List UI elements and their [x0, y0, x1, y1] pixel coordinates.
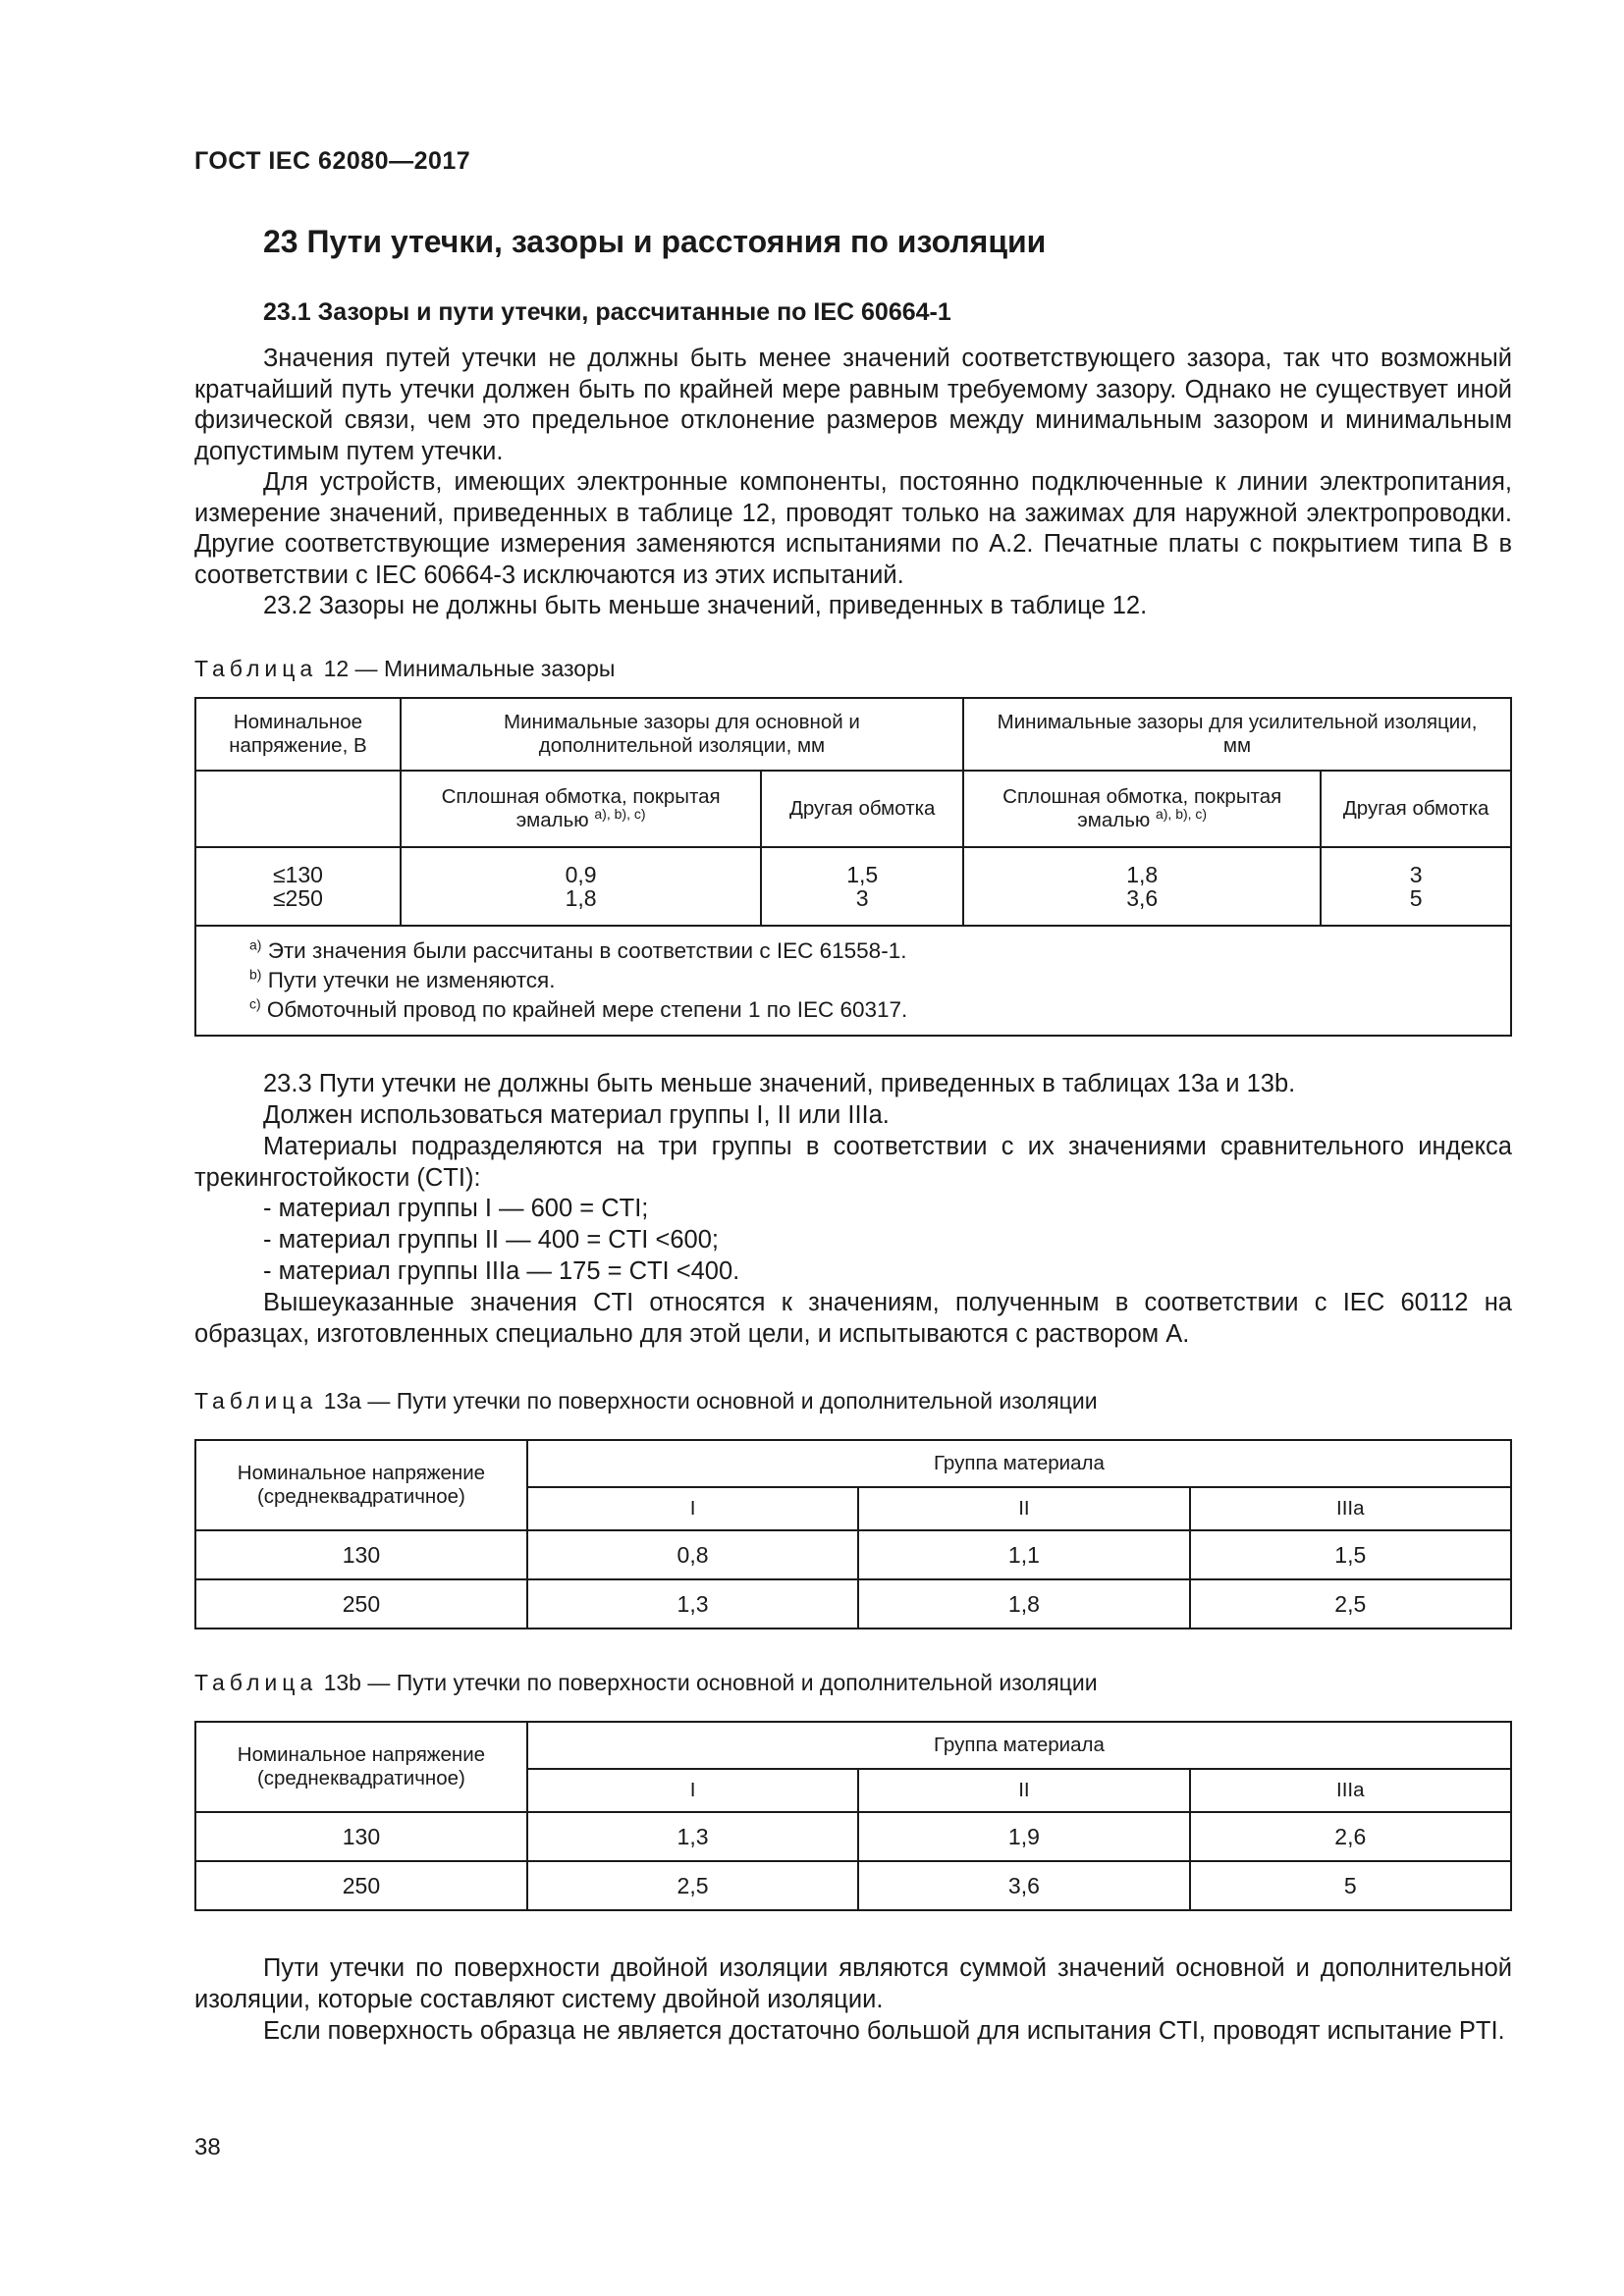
- table13b-group-1: I: [527, 1769, 858, 1812]
- table13a-row2-group2: 1,8: [858, 1579, 1189, 1629]
- table12-subheader-basic-enamel: [401, 771, 761, 847]
- table12-subheader-basic-enamel-text: Сплошная обмотка, покрытая эмалью: [441, 785, 721, 831]
- table12-header-reinforced: Минимальные зазоры для усилительной изоляции, мм: [963, 698, 1511, 771]
- table13a-caption: [194, 1388, 1098, 1415]
- table13b-row2-group3: 5: [1190, 1861, 1511, 1910]
- table12-subheader-reinforced-enamel: [963, 771, 1321, 847]
- table12-basic-other-1: 1,5: [846, 862, 879, 887]
- paragraph-pti: Если поверхность образца не является достаточно большой для испытания CTI, проводят испытание PTI.: [263, 2017, 1505, 2045]
- table12-reinforced-enamel-cell: [963, 847, 1321, 926]
- table12-caption-text: 12 — Минимальные зазоры: [317, 656, 616, 681]
- table12-subheader-reinforced-enamel-text: Сплошная обмотка, покрытая эмалью: [1002, 785, 1282, 831]
- table13a-caption-word: Таблица: [194, 1388, 318, 1414]
- table12-reinforced-other-cell: [1321, 847, 1511, 926]
- table12-basic-enamel-1: 0,9: [565, 862, 597, 887]
- list-item-group-3: - материал группы IIIa — 175 = CTI <400.: [263, 1257, 740, 1285]
- footnote-mark-a: a): [249, 936, 262, 953]
- paragraph-electronic-devices: Для устройств, имеющих электронные компоненты, постоянно подключенные к линии электропитания, измерение значений, приведенных в таблице 12, проводят только на зажимах для наружной электропроводки. Другие соответствующие измерения заменяются испытаниями по А.2. Печатные платы с покрытием типа В в соответствии с IEC 60664-3 исключаются из этих испытаний.: [194, 468, 1512, 589]
- table-12-minimum-clearances: [194, 697, 1512, 1037]
- subsection-title: 23.1 Зазоры и пути утечки, рассчитанные по IEC 60664-1: [263, 298, 951, 326]
- table13b-row2-voltage: 250: [195, 1861, 527, 1910]
- table12-basic-enamel-2: 1,8: [565, 885, 597, 911]
- table-row: [195, 1861, 1511, 1910]
- table13b-group-2: II: [858, 1769, 1189, 1812]
- section-title: 23 Пути утечки, зазоры и расстояния по изоляции: [263, 224, 1047, 259]
- table-13b-creepage-distances: [194, 1721, 1512, 1911]
- table13a-caption-text: 13a — Пути утечки по поверхности основной и дополнительной изоляции: [317, 1388, 1098, 1414]
- table12-footnote-c: [249, 995, 1457, 1025]
- table13b-row2-group2: 3,6: [858, 1861, 1189, 1910]
- table13b-header-voltage: Номинальное напряжение (среднеквадратичное): [195, 1722, 527, 1812]
- table12-caption: [194, 656, 615, 682]
- table12-subheader-basic-other: Другая обмотка: [761, 771, 963, 847]
- table12-reinforced-other-1: 3: [1409, 862, 1423, 887]
- table12-reinforced-enamel-2: 3,6: [1126, 885, 1159, 911]
- table13b-row2-group1: 2,5: [527, 1861, 858, 1910]
- table12-voltage-cell: [195, 847, 401, 926]
- document-header-code: ГОСТ IEC 62080—2017: [194, 147, 471, 175]
- table13b-row1-group1: 1,3: [527, 1812, 858, 1861]
- list-item-group-2: - материал группы II — 400 = CTI <600;: [263, 1226, 719, 1254]
- table12-reinforced-enamel-1: 1,8: [1126, 862, 1159, 887]
- table12-caption-word: Таблица: [194, 656, 318, 681]
- table12-values-row: [195, 847, 1511, 926]
- table13a-row2-group3: 2,5: [1190, 1579, 1511, 1629]
- table13b-header-group: Группа материала: [527, 1722, 1511, 1769]
- table12-subheader-reinforced-other: Другая обмотка: [1321, 771, 1511, 847]
- table12-basic-enamel-cell: [401, 847, 761, 926]
- table13b-caption: [194, 1670, 1098, 1696]
- table13a-group-1: I: [527, 1487, 858, 1530]
- list-item-group-1: - материал группы I — 600 = CTI;: [263, 1195, 649, 1222]
- table13b-row1-group3: 2,6: [1190, 1812, 1511, 1861]
- table13a-row1-group2: 1,1: [858, 1530, 1189, 1579]
- table13a-header-group: Группа материала: [527, 1440, 1511, 1487]
- table12-subheader-basic-enamel-refs: a), b), c): [594, 806, 646, 823]
- table-13a-creepage-distances: [194, 1439, 1512, 1629]
- paragraph-23-2: 23.2 Зазоры не должны быть меньше значений, приведенных в таблице 12.: [263, 592, 1148, 619]
- table-row: [195, 1530, 1511, 1579]
- table12-header-voltage: Номинальное напряжение, В: [195, 698, 401, 771]
- table13b-row1-voltage: 130: [195, 1812, 527, 1861]
- table13a-group-3: IIIa: [1190, 1487, 1511, 1530]
- table12-footnotes: [195, 926, 1511, 1036]
- footnote-text-c: Обмоточный провод по крайней мере степени 1 по IEC 60317.: [260, 997, 908, 1022]
- table12-basic-other-cell: [761, 847, 963, 926]
- footnote-text-a: Эти значения были рассчитаны в соответствии с IEC 61558-1.: [261, 938, 907, 963]
- table12-subheader-empty: [195, 771, 401, 847]
- paragraph-material-groups: Должен использоваться материал группы I, II или IIIa.: [263, 1101, 890, 1129]
- footnote-mark-b: b): [249, 966, 262, 983]
- paragraph-creepage-values: Значения путей утечки не должны быть менее значений соответствующего зазора, так что возможный кратчайший путь утечки должен быть по крайней мере равным требуемому зазору. Однако не существует иной физической связи, чем это предельное отклонение размеров между минимальным зазором и минимальным допустимым путем утечки.: [194, 345, 1512, 465]
- table13b-caption-word: Таблица: [194, 1670, 318, 1695]
- paragraph-cti: Материалы подразделяются на три группы в соответствии с их значениями сравнительного индекса трекингостойкости (CTI):: [194, 1133, 1512, 1192]
- table12-basic-other-2: 3: [855, 885, 869, 911]
- table13a-row1-group3: 1,5: [1190, 1530, 1511, 1579]
- table13a-row2-voltage: 250: [195, 1579, 527, 1629]
- table13b-row1-group2: 1,9: [858, 1812, 1189, 1861]
- paragraph-cti-values: Вышеуказанные значения CTI относятся к значениям, полученным в соответствии с IEC 60112 на образцах, изготовленных специально для этой цели, и испытываются с раствором А.: [194, 1289, 1512, 1348]
- table13a-row2-group1: 1,3: [527, 1579, 858, 1629]
- paragraph-23-3: 23.3 Пути утечки не должны быть меньше значений, приведенных в таблицах 13a и 13b.: [263, 1070, 1296, 1097]
- page-number: 38: [194, 2134, 221, 2161]
- table12-voltage-1: ≤130: [272, 862, 323, 887]
- table-row: [195, 1579, 1511, 1629]
- table13b-caption-text: 13b — Пути утечки по поверхности основной и дополнительной изоляции: [317, 1670, 1098, 1695]
- table12-voltage-2: ≤250: [272, 885, 323, 911]
- paragraph-double-insulation: Пути утечки по поверхности двойной изоляции являются суммой значений основной и дополнительной изоляции, которые составляют систему двойной изоляции.: [194, 1954, 1512, 2013]
- footnote-text-b: Пути утечки не изменяются.: [261, 968, 556, 992]
- footnote-mark-c: c): [249, 995, 261, 1012]
- table12-subheader-reinforced-enamel-refs: a), b), c): [1155, 806, 1208, 823]
- table13a-header-voltage: Номинальное напряжение (среднеквадратичное): [195, 1440, 527, 1530]
- table13a-row1-voltage: 130: [195, 1530, 527, 1579]
- table13b-group-3: IIIa: [1190, 1769, 1511, 1812]
- table12-header-basic: Минимальные зазоры для основной и дополнительной изоляции, мм: [401, 698, 963, 771]
- table-row: [195, 1812, 1511, 1861]
- table13a-group-2: II: [858, 1487, 1189, 1530]
- table12-footnote-a: [249, 936, 1457, 966]
- table12-reinforced-other-2: 5: [1409, 885, 1423, 911]
- table13a-row1-group1: 0,8: [527, 1530, 858, 1579]
- table12-footnote-b: [249, 966, 1457, 995]
